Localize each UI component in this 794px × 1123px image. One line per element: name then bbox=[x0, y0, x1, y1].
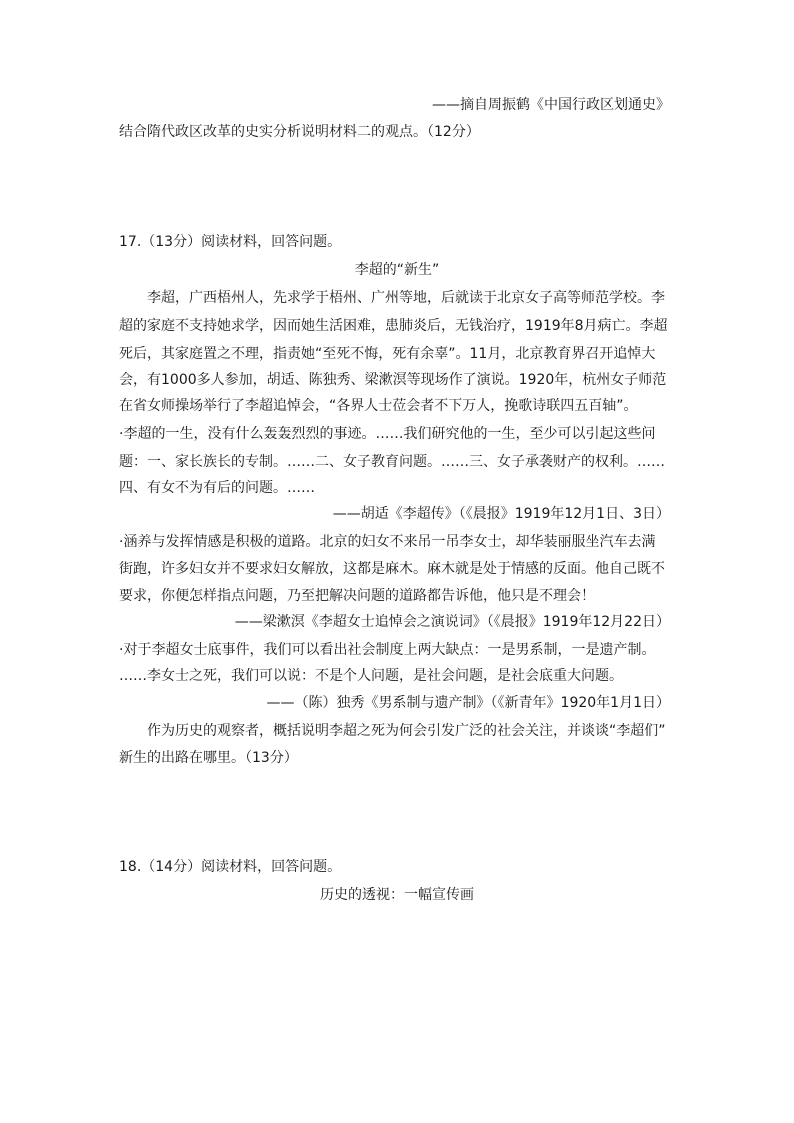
paragraph-line: 超的家庭不支持她求学，因而她生活困难，患肺炎后，无钱治疗，1919年8月病亡。李超 bbox=[119, 318, 668, 334]
paragraph-line: 在省女师操场举行了李超追悼会，“各界人士莅会者不下万人，挽歌诗联四五百轴”。 bbox=[119, 398, 638, 414]
question-17-prompt: 作为历史的观察者，概括说明李超之死为何会引发广泛的社会关注，并谈谈“李超们” bbox=[147, 723, 666, 739]
material-title: 李超的“新生” bbox=[354, 262, 440, 278]
quote-line: 街跑，许多妇女并不要求妇女解放，这都是麻木。麻木就是处于情感的反面。他自己既不 bbox=[119, 561, 665, 577]
question-18-heading: 18.（14分）阅读材料，回答问题。 bbox=[119, 859, 342, 875]
paragraph-line: 李超，广西梧州人，先求学于梧州、广州等地，后就读于北京女子高等师范学校。李 bbox=[147, 290, 665, 306]
question-17-heading: 17.（13分）阅读材料，回答问题。 bbox=[119, 234, 342, 250]
quote-line: ……李女士之死，我们可以说：不是个人问题，是社会问题，是社会底重大问题。 bbox=[119, 668, 623, 684]
source-citation: ——梁漱溟《李超女士追悼会之演说词》（《晨报》1919年12月22日） bbox=[234, 614, 670, 630]
paragraph-line: 死后，其家庭置之不理，指责她“至死不悔，死有余辜”。11月，北京教育界召开追悼大 bbox=[119, 346, 656, 362]
paragraph-line: 会，有1000多人参加，胡适、陈独秀、梁漱溟等现场作了演说。1920年，杭州女子师范 bbox=[119, 372, 667, 388]
source-citation: ——（陈）独秀《男系制与遗产制》（《新青年》1920年1月1日） bbox=[266, 695, 670, 711]
question-17-prompt: 新生的出路在哪里。（13分） bbox=[119, 750, 298, 766]
quote-line: 要求，你便怎样指点问题，乃至把解决问题的道路都告诉他，他只是不理会！ bbox=[119, 588, 595, 604]
quote-line: ·涵养与发挥情感是积极的道路。北京的妇女不来吊一吊李女士，却华装丽服坐汽车去满 bbox=[119, 534, 656, 550]
quote-line: 四、有女不为有后的问题。…… bbox=[119, 480, 315, 496]
question-16-prompt: 结合隋代政区改革的史实分析说明材料二的观点。（12分） bbox=[119, 124, 480, 140]
source-citation: ——摘自周振鹤《中国行政区划通史》 bbox=[432, 97, 670, 113]
source-citation: ——胡适《李超传》（《晨报》1919年12月1日、3日） bbox=[332, 506, 670, 522]
quote-line: ·李超的一生，没有什么轰轰烈烈的事迹。……我们研究他的一生，至少可以引起这些问 bbox=[119, 426, 656, 442]
quote-line: 题：一、家长族长的专制。……二、女子教育问题。……三、女子承袭财产的权利。…… bbox=[119, 454, 665, 470]
material-title: 历史的透视：一幅宣传画 bbox=[320, 887, 474, 903]
quote-line: ·对于李超女士底事件，我们可以看出社会制度上两大缺点：一是男系制，一是遗产制。 bbox=[119, 642, 656, 658]
